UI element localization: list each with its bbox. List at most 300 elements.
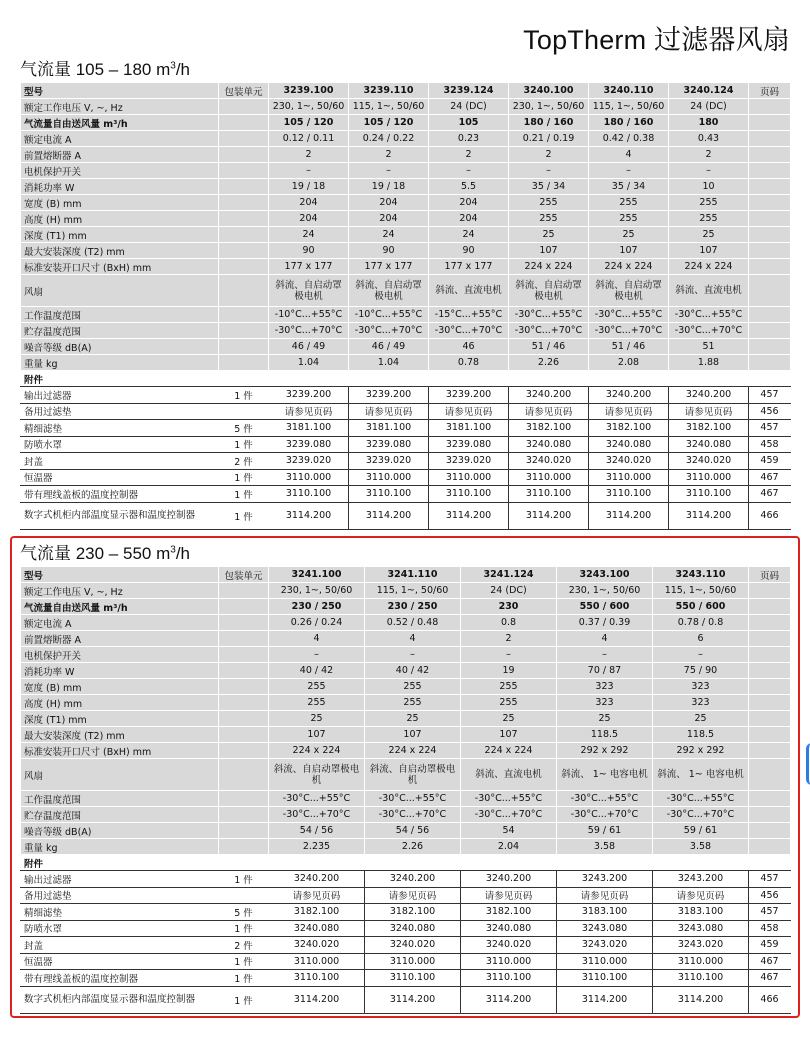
- spec-row: [21, 323, 791, 339]
- spec-value: 230 / 250: [269, 599, 365, 615]
- highlight-frame: [10, 536, 800, 1018]
- accessory-page: 467: [749, 469, 791, 486]
- spec-value: 323: [653, 695, 749, 711]
- spec-value: –: [349, 163, 429, 179]
- spec-label: 最大安装深度 (T2) mm: [21, 243, 219, 259]
- accessory-value: 3181.100: [349, 420, 429, 437]
- accessory-value: 请参见页码: [461, 887, 557, 904]
- accessory-value: 3240.020: [461, 937, 557, 954]
- spec-value: 40 / 42: [269, 663, 365, 679]
- spec-value: 204: [349, 195, 429, 211]
- accessory-value: 3114.200: [429, 502, 509, 529]
- spec-value: -30°C...+70°C: [557, 807, 653, 823]
- spec-value: 4: [589, 147, 669, 163]
- spec-value: -10°C...+55°C: [349, 307, 429, 323]
- spec-pack-cell: [219, 147, 269, 163]
- spec-value: 2.26: [509, 355, 589, 371]
- spec-label: 气流量自由送风量 m³/h: [21, 599, 219, 615]
- header-model: 3239.124: [429, 83, 509, 99]
- accessory-value: 请参见页码: [269, 403, 349, 420]
- spec-value: 2: [349, 147, 429, 163]
- spec-value: –: [269, 163, 349, 179]
- spec-value: 255: [269, 695, 365, 711]
- accessory-value: 3240.080: [589, 436, 669, 453]
- spec-value: 59 / 61: [653, 823, 749, 839]
- spec-label: 宽度 (B) mm: [21, 195, 219, 211]
- spec-value: 177 x 177: [429, 259, 509, 275]
- accessory-value: 请参见页码: [557, 887, 653, 904]
- spec-value: –: [269, 647, 365, 663]
- spec-value: 224 x 224: [589, 259, 669, 275]
- spec-label: 重量 kg: [21, 355, 219, 371]
- accessory-value: 3110.100: [509, 486, 589, 503]
- spec-label: 前置熔断器 A: [21, 631, 219, 647]
- accessory-value: 3110.100: [653, 970, 749, 987]
- accessories-header-blank: [669, 371, 749, 387]
- spec-pack-cell: [219, 355, 269, 371]
- spec-label: 最大安装深度 (T2) mm: [21, 727, 219, 743]
- spec-value: 180: [669, 115, 749, 131]
- spec-value: 4: [269, 631, 365, 647]
- spec-page-cell: [749, 339, 791, 355]
- spec-value: 90: [269, 243, 349, 259]
- accessory-value: 3114.200: [269, 502, 349, 529]
- accessories-header-blank: [749, 371, 791, 387]
- spec-value: 斜流、自启动罩极电机: [349, 275, 429, 307]
- spec-value: 255: [509, 211, 589, 227]
- table-title-unit: /h: [175, 544, 190, 563]
- accessory-value: 3110.000: [557, 953, 653, 970]
- accessory-pack: 1 件: [219, 970, 269, 987]
- spec-value: 2.235: [269, 839, 365, 855]
- accessory-value: 3114.200: [365, 986, 461, 1013]
- accessory-value: 3114.200: [557, 986, 653, 1013]
- accessory-value: 3183.100: [557, 904, 653, 921]
- table-title-text: 气流量 105 – 180 m: [20, 60, 171, 79]
- spec-value: 25: [669, 227, 749, 243]
- spec-value: -30°C...+55°C: [269, 791, 365, 807]
- accessory-value: 3181.100: [269, 420, 349, 437]
- spec-value: 2: [429, 147, 509, 163]
- accessory-pack: 1 件: [219, 986, 269, 1013]
- spec-value: 204: [349, 211, 429, 227]
- accessory-value: 3239.200: [349, 387, 429, 404]
- spec-value: 70 / 87: [557, 663, 653, 679]
- spec-value: 105 / 120: [349, 115, 429, 131]
- spec-value: 3.58: [557, 839, 653, 855]
- spec-row: [21, 307, 791, 323]
- spec-value: 3.58: [653, 839, 749, 855]
- header-model: 3239.100: [269, 83, 349, 99]
- spec-value: 斜流、自启动罩极电机: [589, 275, 669, 307]
- spec-value: -30°C...+70°C: [669, 323, 749, 339]
- accessory-value: 3182.100: [461, 904, 557, 921]
- spec-page-cell: [749, 131, 791, 147]
- accessory-value: 3239.200: [429, 387, 509, 404]
- spec-value: -10°C...+55°C: [269, 307, 349, 323]
- accessory-page: 459: [749, 937, 791, 954]
- spec-value: 224 x 224: [269, 743, 365, 759]
- accessory-page: 457: [749, 871, 791, 888]
- spec-value: -30°C...+55°C: [589, 307, 669, 323]
- spec-pack-cell: [219, 211, 269, 227]
- accessory-pack: 1 件: [219, 871, 269, 888]
- accessory-value: 3240.200: [365, 871, 461, 888]
- accessory-value: 3240.200: [589, 387, 669, 404]
- spec-value: 292 x 292: [653, 743, 749, 759]
- spec-value: –: [653, 647, 749, 663]
- accessory-label: 数字式机柜内部温度显示器和温度控制器: [21, 502, 219, 529]
- spec-value: 19 / 18: [349, 179, 429, 195]
- spec-value: 107: [669, 243, 749, 259]
- table-title-text: 气流量 230 – 550 m: [20, 544, 171, 563]
- accessory-label: 封盖: [21, 453, 219, 470]
- spec-label: 噪音等级 dB(A): [21, 823, 219, 839]
- spec-page-cell: [749, 115, 791, 131]
- page-title: TopTherm 过滤器风扇: [523, 25, 790, 55]
- accessory-label: 精细滤垫: [21, 904, 219, 921]
- accessories-header-blank: [429, 371, 509, 387]
- accessory-page: 467: [749, 970, 791, 987]
- spec-value: 90: [429, 243, 509, 259]
- spec-value: -15°C...+55°C: [429, 307, 509, 323]
- spec-label: 额定工作电压 V, ~, Hz: [21, 583, 219, 599]
- spec-page-cell: [749, 355, 791, 371]
- spec-row: [21, 131, 791, 147]
- accessory-label: 防喷水罩: [21, 436, 219, 453]
- spec-page-cell: [749, 323, 791, 339]
- accessory-value: 3243.020: [653, 937, 749, 954]
- accessory-value: 3114.200: [349, 502, 429, 529]
- header-model: 3239.110: [349, 83, 429, 99]
- spec-value: 51 / 46: [589, 339, 669, 355]
- spec-label: 额定工作电压 V, ~, Hz: [21, 99, 219, 115]
- spec-label: 贮存温度范围: [21, 323, 219, 339]
- spec-value: 177 x 177: [269, 259, 349, 275]
- accessory-value: 3240.200: [509, 387, 589, 404]
- spec-value: 255: [365, 695, 461, 711]
- accessory-page: 467: [749, 953, 791, 970]
- spec-value: 107: [589, 243, 669, 259]
- accessory-label: 恒温器: [21, 469, 219, 486]
- accessory-value: 3182.100: [509, 420, 589, 437]
- accessory-pack: 1 件: [219, 502, 269, 529]
- accessory-value: 3110.100: [365, 970, 461, 987]
- accessory-label: 精细滤垫: [21, 420, 219, 437]
- accessory-value: 3110.100: [589, 486, 669, 503]
- spec-value: 0.12 / 0.11: [269, 131, 349, 147]
- accessory-value: 3239.080: [349, 436, 429, 453]
- spec-value: 255: [589, 211, 669, 227]
- header-model: 3240.124: [669, 83, 749, 99]
- accessory-pack: 1 件: [219, 953, 269, 970]
- spec-value: 224 x 224: [461, 743, 557, 759]
- spec-value: 25: [509, 227, 589, 243]
- accessory-value: 3240.200: [269, 871, 365, 888]
- accessory-label: 输出过滤器: [21, 387, 219, 404]
- spec-value: 323: [653, 679, 749, 695]
- spec-value: 35 / 34: [509, 179, 589, 195]
- spec-value: 255: [509, 195, 589, 211]
- spec-value: 230: [461, 599, 557, 615]
- spec-value: 斜流、直流电机: [461, 759, 557, 791]
- accessory-value: 3182.100: [589, 420, 669, 437]
- accessories-header-row: [21, 371, 791, 387]
- spec-value: –: [669, 163, 749, 179]
- accessory-row: [21, 403, 791, 420]
- spec-value: 斜流、自启动罩极电机: [269, 759, 365, 791]
- accessory-page: 457: [749, 387, 791, 404]
- spec-pack-cell: [219, 259, 269, 275]
- spec-value: 19: [461, 663, 557, 679]
- spec-value: 5.5: [429, 179, 509, 195]
- accessory-value: 3110.100: [349, 486, 429, 503]
- spec-value: 54 / 56: [365, 823, 461, 839]
- accessory-row: [21, 453, 791, 470]
- spec-row: [21, 179, 791, 195]
- accessory-row: [21, 420, 791, 437]
- spec-value: 230, 1~, 50/60: [509, 99, 589, 115]
- accessory-page: 466: [749, 502, 791, 529]
- spec-value: -30°C...+70°C: [269, 323, 349, 339]
- spec-value: 204: [429, 211, 509, 227]
- spec-value: 4: [557, 631, 653, 647]
- spec-value: –: [589, 163, 669, 179]
- accessory-value: 请参见页码: [589, 403, 669, 420]
- header-model: 3240.100: [509, 83, 589, 99]
- spec-pack-cell: [219, 99, 269, 115]
- accessory-page: 459: [749, 453, 791, 470]
- spec-value: 107: [269, 727, 365, 743]
- spec-value: 25: [269, 711, 365, 727]
- spec-value: 24 (DC): [669, 99, 749, 115]
- spec-pack-cell: [219, 179, 269, 195]
- spec-page-cell: [749, 243, 791, 259]
- spec-value: 1.88: [669, 355, 749, 371]
- spec-value: 斜流、自启动罩极电机: [509, 275, 589, 307]
- spec-value: 105: [429, 115, 509, 131]
- accessory-value: 3239.080: [429, 436, 509, 453]
- spec-value: 2: [269, 147, 349, 163]
- spec-row: [21, 195, 791, 211]
- spec-label: 标准安装开口尺寸 (BxH) mm: [21, 743, 219, 759]
- spec-value: 107: [365, 727, 461, 743]
- accessory-label: 输出过滤器: [21, 871, 219, 888]
- spec-value: 115, 1~, 50/60: [653, 583, 749, 599]
- spec-value: 斜流、 1~ 电容电机: [653, 759, 749, 791]
- spec-page-cell: [749, 227, 791, 243]
- header-label: 型号: [21, 567, 219, 583]
- accessory-label: 带有理线盖板的温度控制器: [21, 486, 219, 503]
- spec-value: 0.43: [669, 131, 749, 147]
- spec-page-cell: [749, 99, 791, 115]
- spec-row: [21, 115, 791, 131]
- accessory-pack: 2 件: [219, 937, 269, 954]
- accessory-value: 请参见页码: [349, 403, 429, 420]
- spec-value: 46 / 49: [269, 339, 349, 355]
- accessory-value: 请参见页码: [429, 403, 509, 420]
- spec-label: 高度 (H) mm: [21, 211, 219, 227]
- spec-value: -30°C...+70°C: [365, 807, 461, 823]
- table-title-superscript: 3: [170, 60, 176, 72]
- spec-value: 25: [365, 711, 461, 727]
- accessories-title: 附件: [21, 855, 219, 871]
- accessory-value: 3240.200: [461, 871, 557, 888]
- spec-value: -30°C...+70°C: [509, 323, 589, 339]
- spec-value: 40 / 42: [365, 663, 461, 679]
- accessory-value: 3243.200: [557, 871, 653, 888]
- spec-value: -30°C...+70°C: [349, 323, 429, 339]
- spec-value: 550 / 600: [557, 599, 653, 615]
- spec-value: -30°C...+70°C: [589, 323, 669, 339]
- spec-label: 工作温度范围: [21, 307, 219, 323]
- accessory-value: 3110.000: [509, 469, 589, 486]
- accessory-value: 3110.000: [429, 469, 509, 486]
- spec-value: 105 / 120: [269, 115, 349, 131]
- spec-value: 115, 1~, 50/60: [365, 583, 461, 599]
- spec-value: 90: [349, 243, 429, 259]
- accessory-value: 请参见页码: [365, 887, 461, 904]
- accessories-header-blank: [269, 371, 349, 387]
- spec-page-cell: [749, 179, 791, 195]
- spec-value: –: [461, 647, 557, 663]
- header-model: 3241.100: [269, 567, 365, 583]
- accessory-value: 3110.100: [669, 486, 749, 503]
- accessory-label: 备用过滤垫: [21, 403, 219, 420]
- accessory-value: 3114.200: [269, 986, 365, 1013]
- accessory-label: 防喷水罩: [21, 920, 219, 937]
- table-title-superscript: 3: [170, 544, 176, 556]
- spec-row: [21, 147, 791, 163]
- accessory-value: 3239.080: [269, 436, 349, 453]
- spec-row: [21, 275, 791, 307]
- accessories-title: 附件: [21, 371, 219, 387]
- spec-value: 2.04: [461, 839, 557, 855]
- table-title-unit: /h: [175, 60, 190, 79]
- spec-value: 6: [653, 631, 749, 647]
- spec-label: 风扇: [21, 759, 219, 791]
- spec-value: 255: [461, 679, 557, 695]
- accessory-value: 3110.000: [269, 953, 365, 970]
- spec-label: 工作温度范围: [21, 791, 219, 807]
- spec-value: -30°C...+70°C: [461, 807, 557, 823]
- spec-value: 2.26: [365, 839, 461, 855]
- spec-row: [21, 259, 791, 275]
- accessory-pack: 1 件: [219, 469, 269, 486]
- spec-value: 180 / 160: [509, 115, 589, 131]
- accessory-value: 3240.020: [669, 453, 749, 470]
- spec-value: 25: [461, 711, 557, 727]
- accessory-pack: [219, 403, 269, 420]
- accessory-value: 请参见页码: [509, 403, 589, 420]
- accessory-value: 3110.100: [461, 970, 557, 987]
- accessories-header-blank: [219, 371, 269, 387]
- spec-value: 斜流、直流电机: [669, 275, 749, 307]
- spec-value: 2.08: [589, 355, 669, 371]
- spec-value: 46: [429, 339, 509, 355]
- spec-label: 深度 (T1) mm: [21, 711, 219, 727]
- spec-value: 224 x 224: [509, 259, 589, 275]
- spec-value: 204: [269, 211, 349, 227]
- accessories-header-blank: [589, 371, 669, 387]
- spec-value: 25: [557, 711, 653, 727]
- accessory-value: 3243.020: [557, 937, 653, 954]
- spec-value: 255: [269, 679, 365, 695]
- accessory-pack: 1 件: [219, 387, 269, 404]
- spec-value: 35 / 34: [589, 179, 669, 195]
- spec-value: 180 / 160: [589, 115, 669, 131]
- accessory-page: 456: [749, 403, 791, 420]
- spec-label: 电机保护开关: [21, 163, 219, 179]
- accessory-page: 457: [749, 420, 791, 437]
- accessory-value: 3239.020: [429, 453, 509, 470]
- accessory-value: 请参见页码: [269, 887, 365, 904]
- header-page: 页码: [749, 83, 791, 99]
- accessories-header-blank: [349, 371, 429, 387]
- spec-value: 1.04: [269, 355, 349, 371]
- spec-value: 1.04: [349, 355, 429, 371]
- accessory-value: 3240.020: [269, 937, 365, 954]
- accessory-pack: 2 件: [219, 453, 269, 470]
- accessory-value: 3110.000: [269, 469, 349, 486]
- spec-value: -30°C...+55°C: [365, 791, 461, 807]
- spec-row: [21, 339, 791, 355]
- spec-value: 292 x 292: [557, 743, 653, 759]
- spec-value: 0.78 / 0.8: [653, 615, 749, 631]
- spec-value: 0.52 / 0.48: [365, 615, 461, 631]
- spec-page-cell: [749, 259, 791, 275]
- spec-value: 0.21 / 0.19: [509, 131, 589, 147]
- accessory-value: 3182.100: [669, 420, 749, 437]
- spec-value: -30°C...+70°C: [429, 323, 509, 339]
- spec-value: 4: [365, 631, 461, 647]
- accessory-value: 3240.080: [365, 920, 461, 937]
- spec-value: -30°C...+70°C: [653, 807, 749, 823]
- spec-value: 2: [669, 147, 749, 163]
- spec-page-cell: [749, 147, 791, 163]
- spec-pack-cell: [219, 195, 269, 211]
- accessory-page: 458: [749, 436, 791, 453]
- scroll-edge-indicator: [806, 743, 810, 785]
- accessories-header-blank: [509, 371, 589, 387]
- spec-value: 230, 1~, 50/60: [269, 99, 349, 115]
- accessory-value: 3110.100: [269, 486, 349, 503]
- spec-value: -30°C...+55°C: [557, 791, 653, 807]
- spec-value: 0.42 / 0.38: [589, 131, 669, 147]
- spec-pack-cell: [219, 323, 269, 339]
- accessory-value: 3110.000: [669, 469, 749, 486]
- spec-value: 224 x 224: [669, 259, 749, 275]
- accessory-value: 3243.080: [653, 920, 749, 937]
- table-title: [20, 58, 790, 82]
- accessory-value: 3110.000: [365, 953, 461, 970]
- spec-value: 24: [349, 227, 429, 243]
- spec-value: 118.5: [557, 727, 653, 743]
- spec-label: 贮存温度范围: [21, 807, 219, 823]
- accessory-value: 3183.100: [653, 904, 749, 921]
- accessory-row: [21, 469, 791, 486]
- spec-pack-cell: [219, 339, 269, 355]
- header-model: 3240.110: [589, 83, 669, 99]
- spec-value: 0.78: [429, 355, 509, 371]
- spec-value: -30°C...+55°C: [653, 791, 749, 807]
- accessory-value: 3110.000: [349, 469, 429, 486]
- spec-pack-cell: [219, 131, 269, 147]
- spec-value: 107: [461, 727, 557, 743]
- header-model: 3241.110: [365, 567, 461, 583]
- accessory-pack: 5 件: [219, 420, 269, 437]
- spec-value: 115, 1~, 50/60: [349, 99, 429, 115]
